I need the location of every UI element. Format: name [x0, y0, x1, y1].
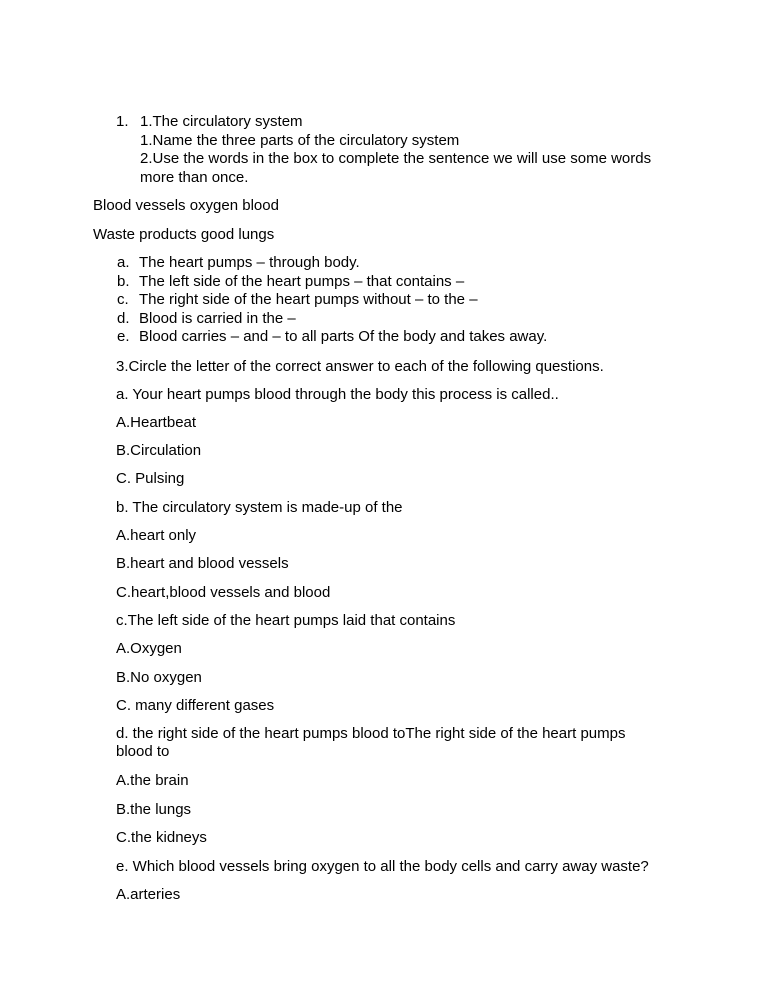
option-c-a: A.Oxygen [116, 640, 182, 657]
option-a-c: C. Pulsing [116, 470, 185, 487]
list-item [117, 273, 547, 292]
option-a-b: B.Circulation [116, 442, 202, 459]
option-b-b: B.heart and blood vessels [116, 555, 289, 572]
question-e: e. Which blood vessels bring oxygen to all the body cells and carry away waste? [116, 858, 649, 875]
list-letter: b. [117, 272, 130, 290]
question-c: c.The left side of the heart pumps laid that contains [116, 612, 456, 629]
list-number: 1. [116, 113, 129, 130]
section-title: 1.The circulatory system [140, 113, 303, 130]
numbered-item-1 [116, 113, 676, 187]
option-c-b: B.No oxygen [116, 669, 202, 686]
list-letter: d. [117, 309, 130, 327]
question-d: d. the right side of the heart pumps blood toThe right side of the heart pumps blood to [116, 725, 626, 760]
sentence-text: Blood is carried in the – [139, 309, 296, 327]
option-d-b: B.the lungs [116, 801, 192, 818]
sentence-text: The left side of the heart pumps – that contains – [139, 272, 465, 290]
question-2-line-2: more than once. [140, 168, 249, 186]
word-box-line-2: Waste products good lungs [93, 226, 275, 243]
list-item [117, 291, 547, 310]
list-item [117, 328, 547, 347]
sentence-list [117, 254, 547, 347]
question-a: a. Your heart pumps blood through the body this process is called.. [116, 386, 559, 403]
list-item [117, 254, 547, 273]
option-d-c: C.the kidneys [116, 829, 207, 846]
option-b-c: C.heart,blood vessels and blood [116, 584, 331, 601]
section-3-instruction: 3.Circle the letter of the correct answer to each of the following questions. [116, 358, 604, 375]
list-letter: a. [117, 254, 130, 271]
question-b: b. The circulatory system is made-up of the [116, 499, 403, 516]
word-box-line-1: Blood vessels oxygen blood [93, 197, 279, 214]
option-c-c: C. many different gases [116, 697, 275, 714]
question-2-line-1: 2.Use the words in the box to complete the sentence we will use some words [140, 150, 652, 168]
sentence-text: The heart pumps – through body. [139, 254, 360, 271]
sentence-text: Blood carries – and – to all parts Of the body and takes away. [139, 328, 548, 346]
list-item [117, 310, 547, 329]
option-e-a: A.arteries [116, 886, 181, 903]
list-letter: e. [117, 328, 130, 346]
list-letter: c. [117, 291, 129, 309]
option-a-a: A.Heartbeat [116, 414, 197, 431]
option-b-a: A.heart only [116, 527, 197, 544]
option-d-a: A.the brain [116, 772, 189, 789]
sentence-text: The right side of the heart pumps without – to the – [139, 291, 478, 309]
question-1: 1.Name the three parts of the circulatory system [140, 131, 460, 149]
